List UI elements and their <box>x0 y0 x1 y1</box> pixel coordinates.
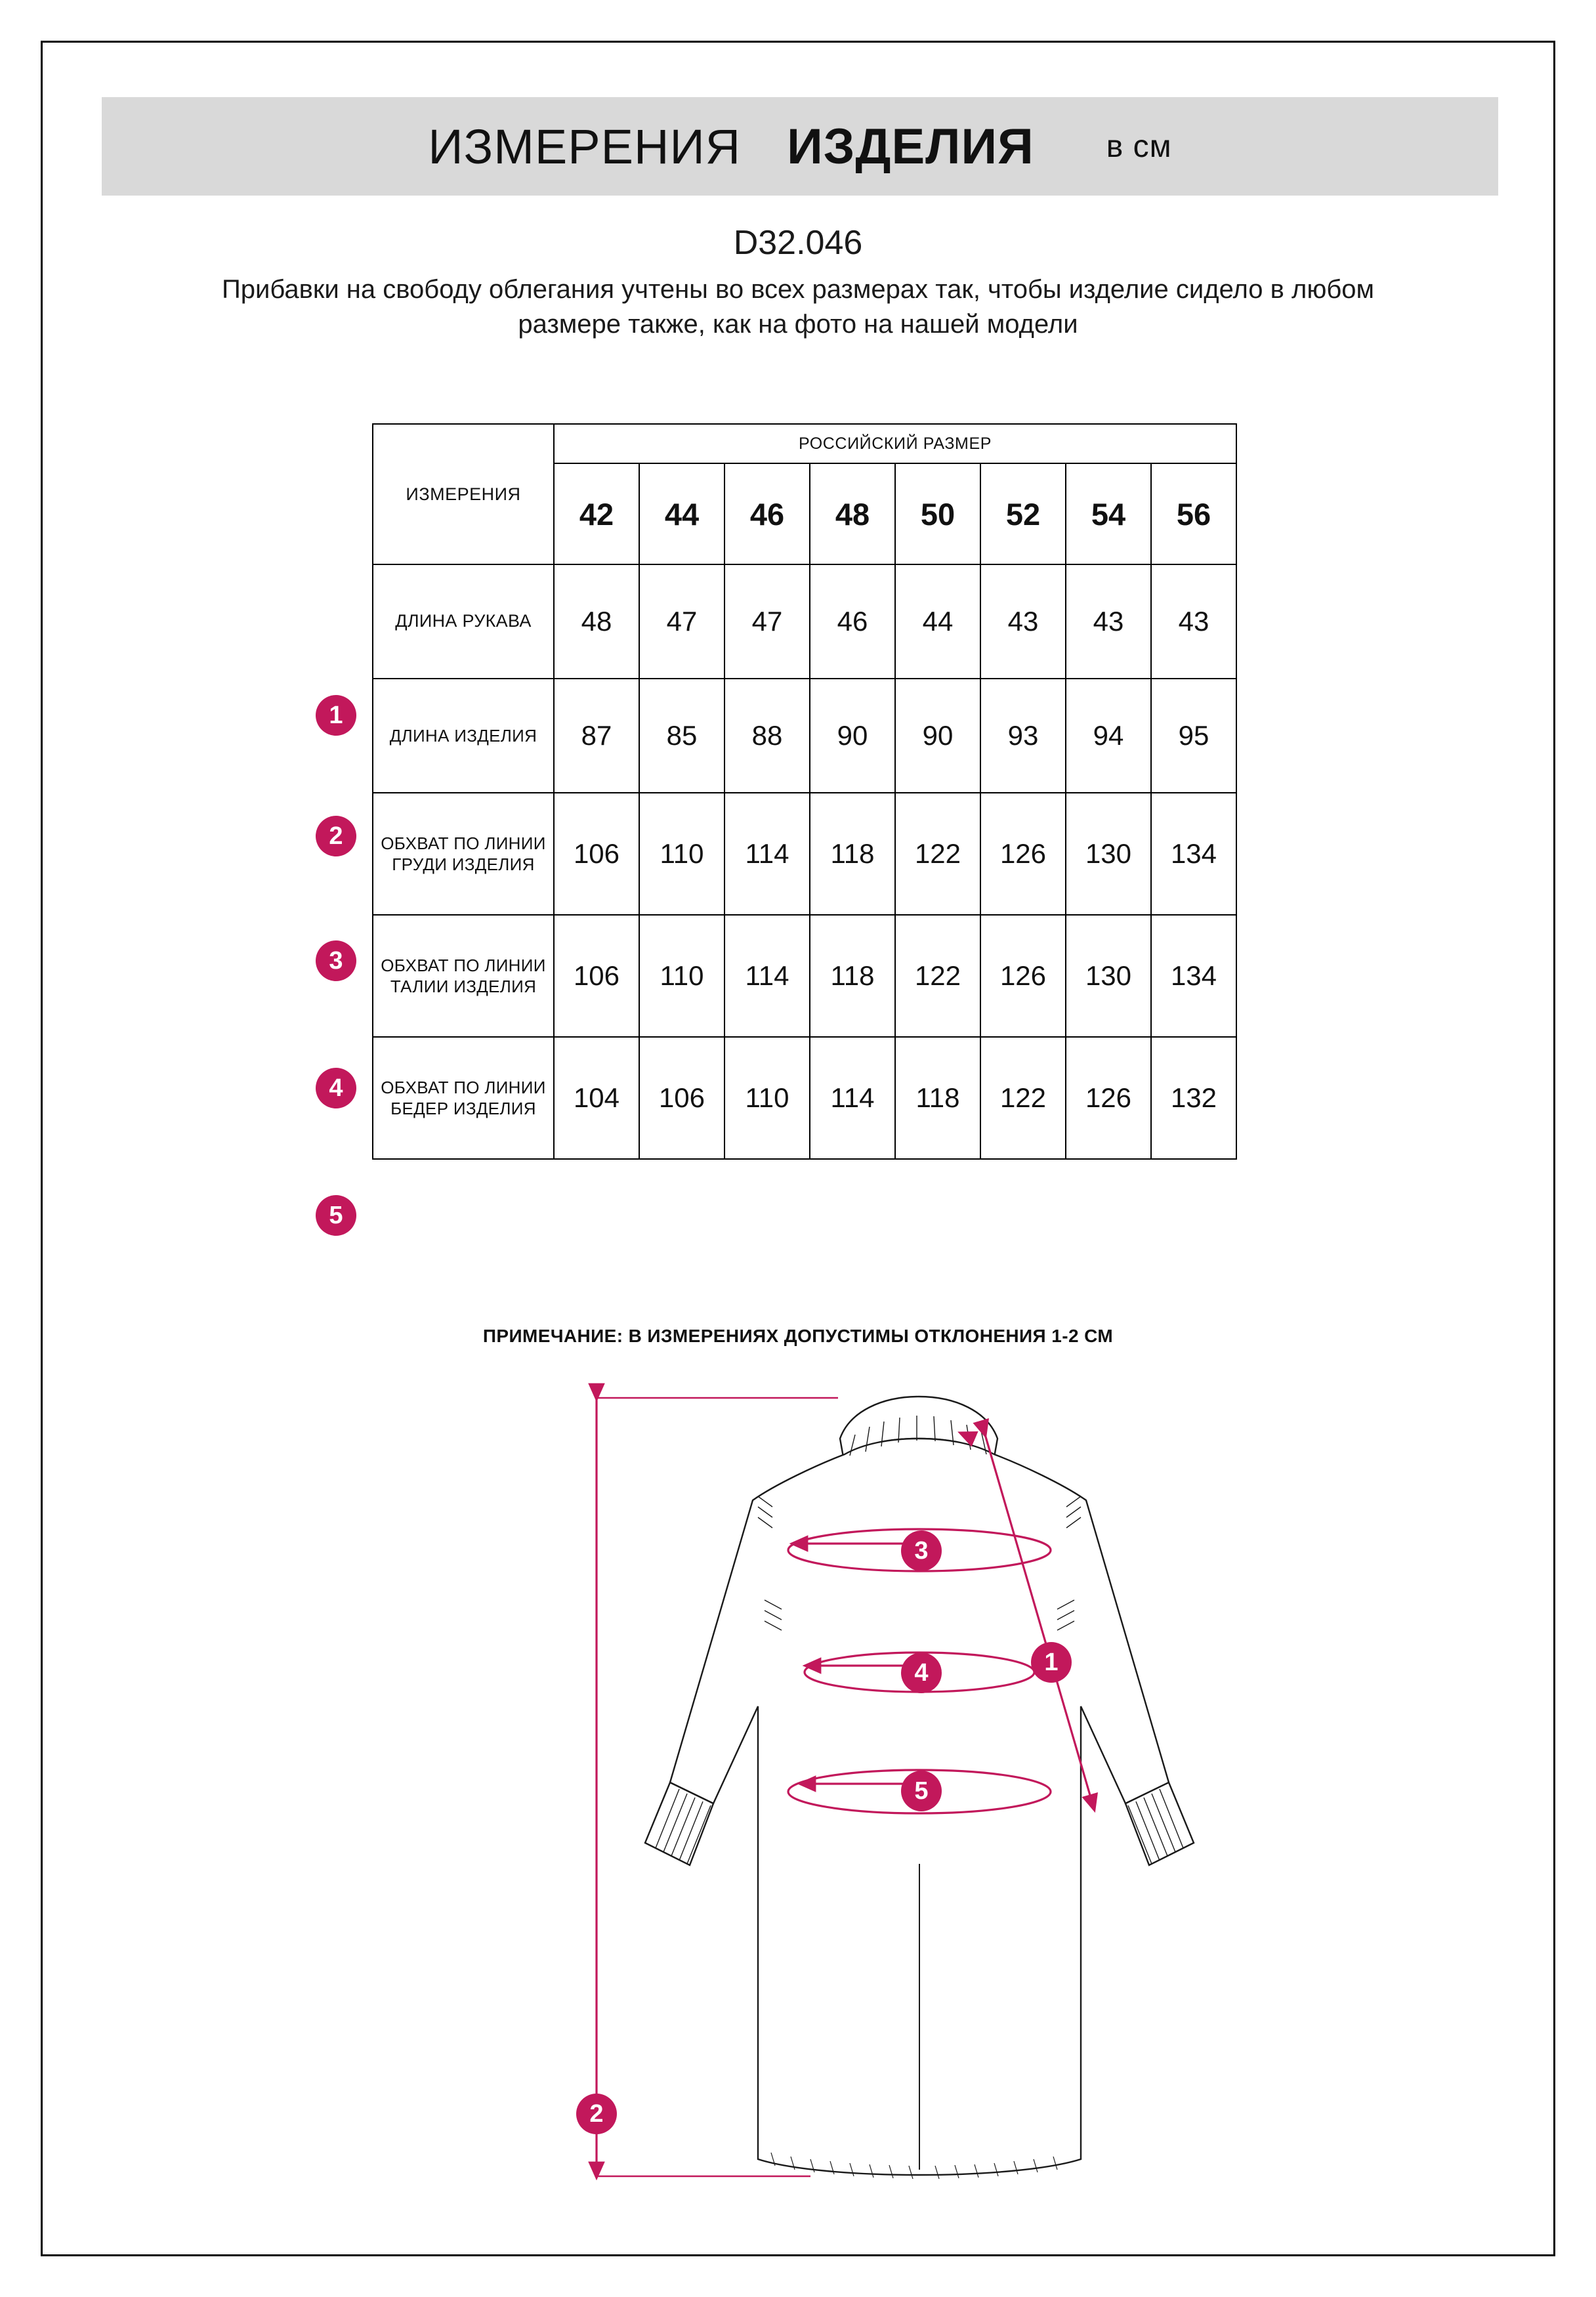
cell-r2-c52: 93 <box>980 679 1066 793</box>
cell-r3-c42: 106 <box>554 793 639 915</box>
cell-r5-c42: 104 <box>554 1037 639 1159</box>
row-label-chest-girth: ОБХВАТ ПО ЛИНИИ ГРУДИ ИЗДЕЛИЯ <box>373 793 554 915</box>
cell-r1-c48: 46 <box>810 564 895 679</box>
header-title-bold: ИЗДЕЛИЯ <box>787 118 1034 175</box>
cell-r5-c46: 110 <box>724 1037 810 1159</box>
cell-r4-c52: 126 <box>980 915 1066 1037</box>
cell-r2-c56: 95 <box>1151 679 1236 793</box>
illustration-badge-3: 3 <box>901 1530 942 1571</box>
illustration-badge-4: 4 <box>901 1653 942 1693</box>
garment-illustration <box>541 1378 1322 2199</box>
cell-r2-c46: 88 <box>724 679 810 793</box>
size-header-48: 48 <box>810 463 895 564</box>
illustration-badge-1: 1 <box>1031 1642 1072 1683</box>
cell-r1-c54: 43 <box>1066 564 1151 679</box>
row-marker-5: 5 <box>316 1195 356 1236</box>
cell-r5-c50: 118 <box>895 1037 980 1159</box>
table-row <box>373 793 1236 915</box>
size-header-54: 54 <box>1066 463 1151 564</box>
size-table-wrapper <box>329 423 1237 1229</box>
row-label-waist-girth: ОБХВАТ ПО ЛИНИИ ТАЛИИ ИЗДЕЛИЯ <box>373 915 554 1037</box>
illustration-badge-5: 5 <box>901 1771 942 1811</box>
cell-r5-c54: 126 <box>1066 1037 1151 1159</box>
measurement-note: ПРИМЕЧАНИЕ: В ИЗМЕРЕНИЯХ ДОПУСТИМЫ ОТКЛОНЕНИЯ 1-2 СМ <box>482 1326 1114 1346</box>
size-table <box>372 423 1237 1160</box>
cell-r3-c56: 134 <box>1151 793 1236 915</box>
table-row <box>373 1037 1236 1159</box>
illustration-badge-2: 2 <box>576 2094 617 2134</box>
cell-r3-c54: 130 <box>1066 793 1151 915</box>
document-page <box>41 41 1555 2256</box>
cell-r1-c50: 44 <box>895 564 980 679</box>
cell-r4-c44: 110 <box>639 915 724 1037</box>
row-marker-3: 3 <box>316 940 356 981</box>
cell-r3-c44: 110 <box>639 793 724 915</box>
cell-r1-c52: 43 <box>980 564 1066 679</box>
description-text: Прибавки на свободу облегания учтены во всех размерах так, чтобы изделие сидело в любом размере также, как на фото на нашей модели <box>222 275 1374 339</box>
article-code: D32.046 <box>733 224 863 262</box>
cell-r2-c50: 90 <box>895 679 980 793</box>
cell-r2-c44: 85 <box>639 679 724 793</box>
cell-r2-c42: 87 <box>554 679 639 793</box>
size-header-42: 42 <box>554 463 639 564</box>
cell-r3-c50: 122 <box>895 793 980 915</box>
cell-r4-c48: 118 <box>810 915 895 1037</box>
cell-r4-c46: 114 <box>724 915 810 1037</box>
header-unit: в см <box>1106 129 1172 164</box>
cell-r2-c48: 90 <box>810 679 895 793</box>
cell-r1-c42: 48 <box>554 564 639 679</box>
table-row <box>373 915 1236 1037</box>
cell-r4-c42: 106 <box>554 915 639 1037</box>
table-header-group-row <box>373 424 1236 463</box>
row-label-sleeve-length: ДЛИНА РУКАВА <box>373 564 554 679</box>
row-marker-4: 4 <box>316 1068 356 1108</box>
cell-r4-c56: 134 <box>1151 915 1236 1037</box>
cell-r3-c46: 114 <box>724 793 810 915</box>
row-label-hip-girth: ОБХВАТ ПО ЛИНИИ БЕДЕР ИЗДЕЛИЯ <box>373 1037 554 1159</box>
row-marker-1: 1 <box>316 695 356 736</box>
table-row <box>373 564 1236 679</box>
cell-r5-c56: 132 <box>1151 1037 1236 1159</box>
cell-r1-c46: 47 <box>724 564 810 679</box>
size-header-56: 56 <box>1151 463 1236 564</box>
header-title-light: ИЗМЕРЕНИЯ <box>428 119 742 174</box>
cell-r4-c54: 130 <box>1066 915 1151 1037</box>
cell-r3-c52: 126 <box>980 793 1066 915</box>
size-header-50: 50 <box>895 463 980 564</box>
cell-r4-c50: 122 <box>895 915 980 1037</box>
table-row <box>373 679 1236 793</box>
cell-r1-c56: 43 <box>1151 564 1236 679</box>
cell-r5-c52: 122 <box>980 1037 1066 1159</box>
russian-size-header: РОССИЙСКИЙ РАЗМЕР <box>554 424 1236 463</box>
cell-r5-c48: 114 <box>810 1037 895 1159</box>
header-band <box>102 97 1498 196</box>
measure-column-header: ИЗМЕРЕНИЯ <box>373 424 554 564</box>
size-header-44: 44 <box>639 463 724 564</box>
row-marker-2: 2 <box>316 816 356 856</box>
row-label-product-length: ДЛИНА ИЗДЕЛИЯ <box>373 679 554 793</box>
size-header-46: 46 <box>724 463 810 564</box>
size-header-52: 52 <box>980 463 1066 564</box>
cell-r1-c44: 47 <box>639 564 724 679</box>
cell-r3-c48: 118 <box>810 793 895 915</box>
cell-r5-c44: 106 <box>639 1037 724 1159</box>
cell-r2-c54: 94 <box>1066 679 1151 793</box>
